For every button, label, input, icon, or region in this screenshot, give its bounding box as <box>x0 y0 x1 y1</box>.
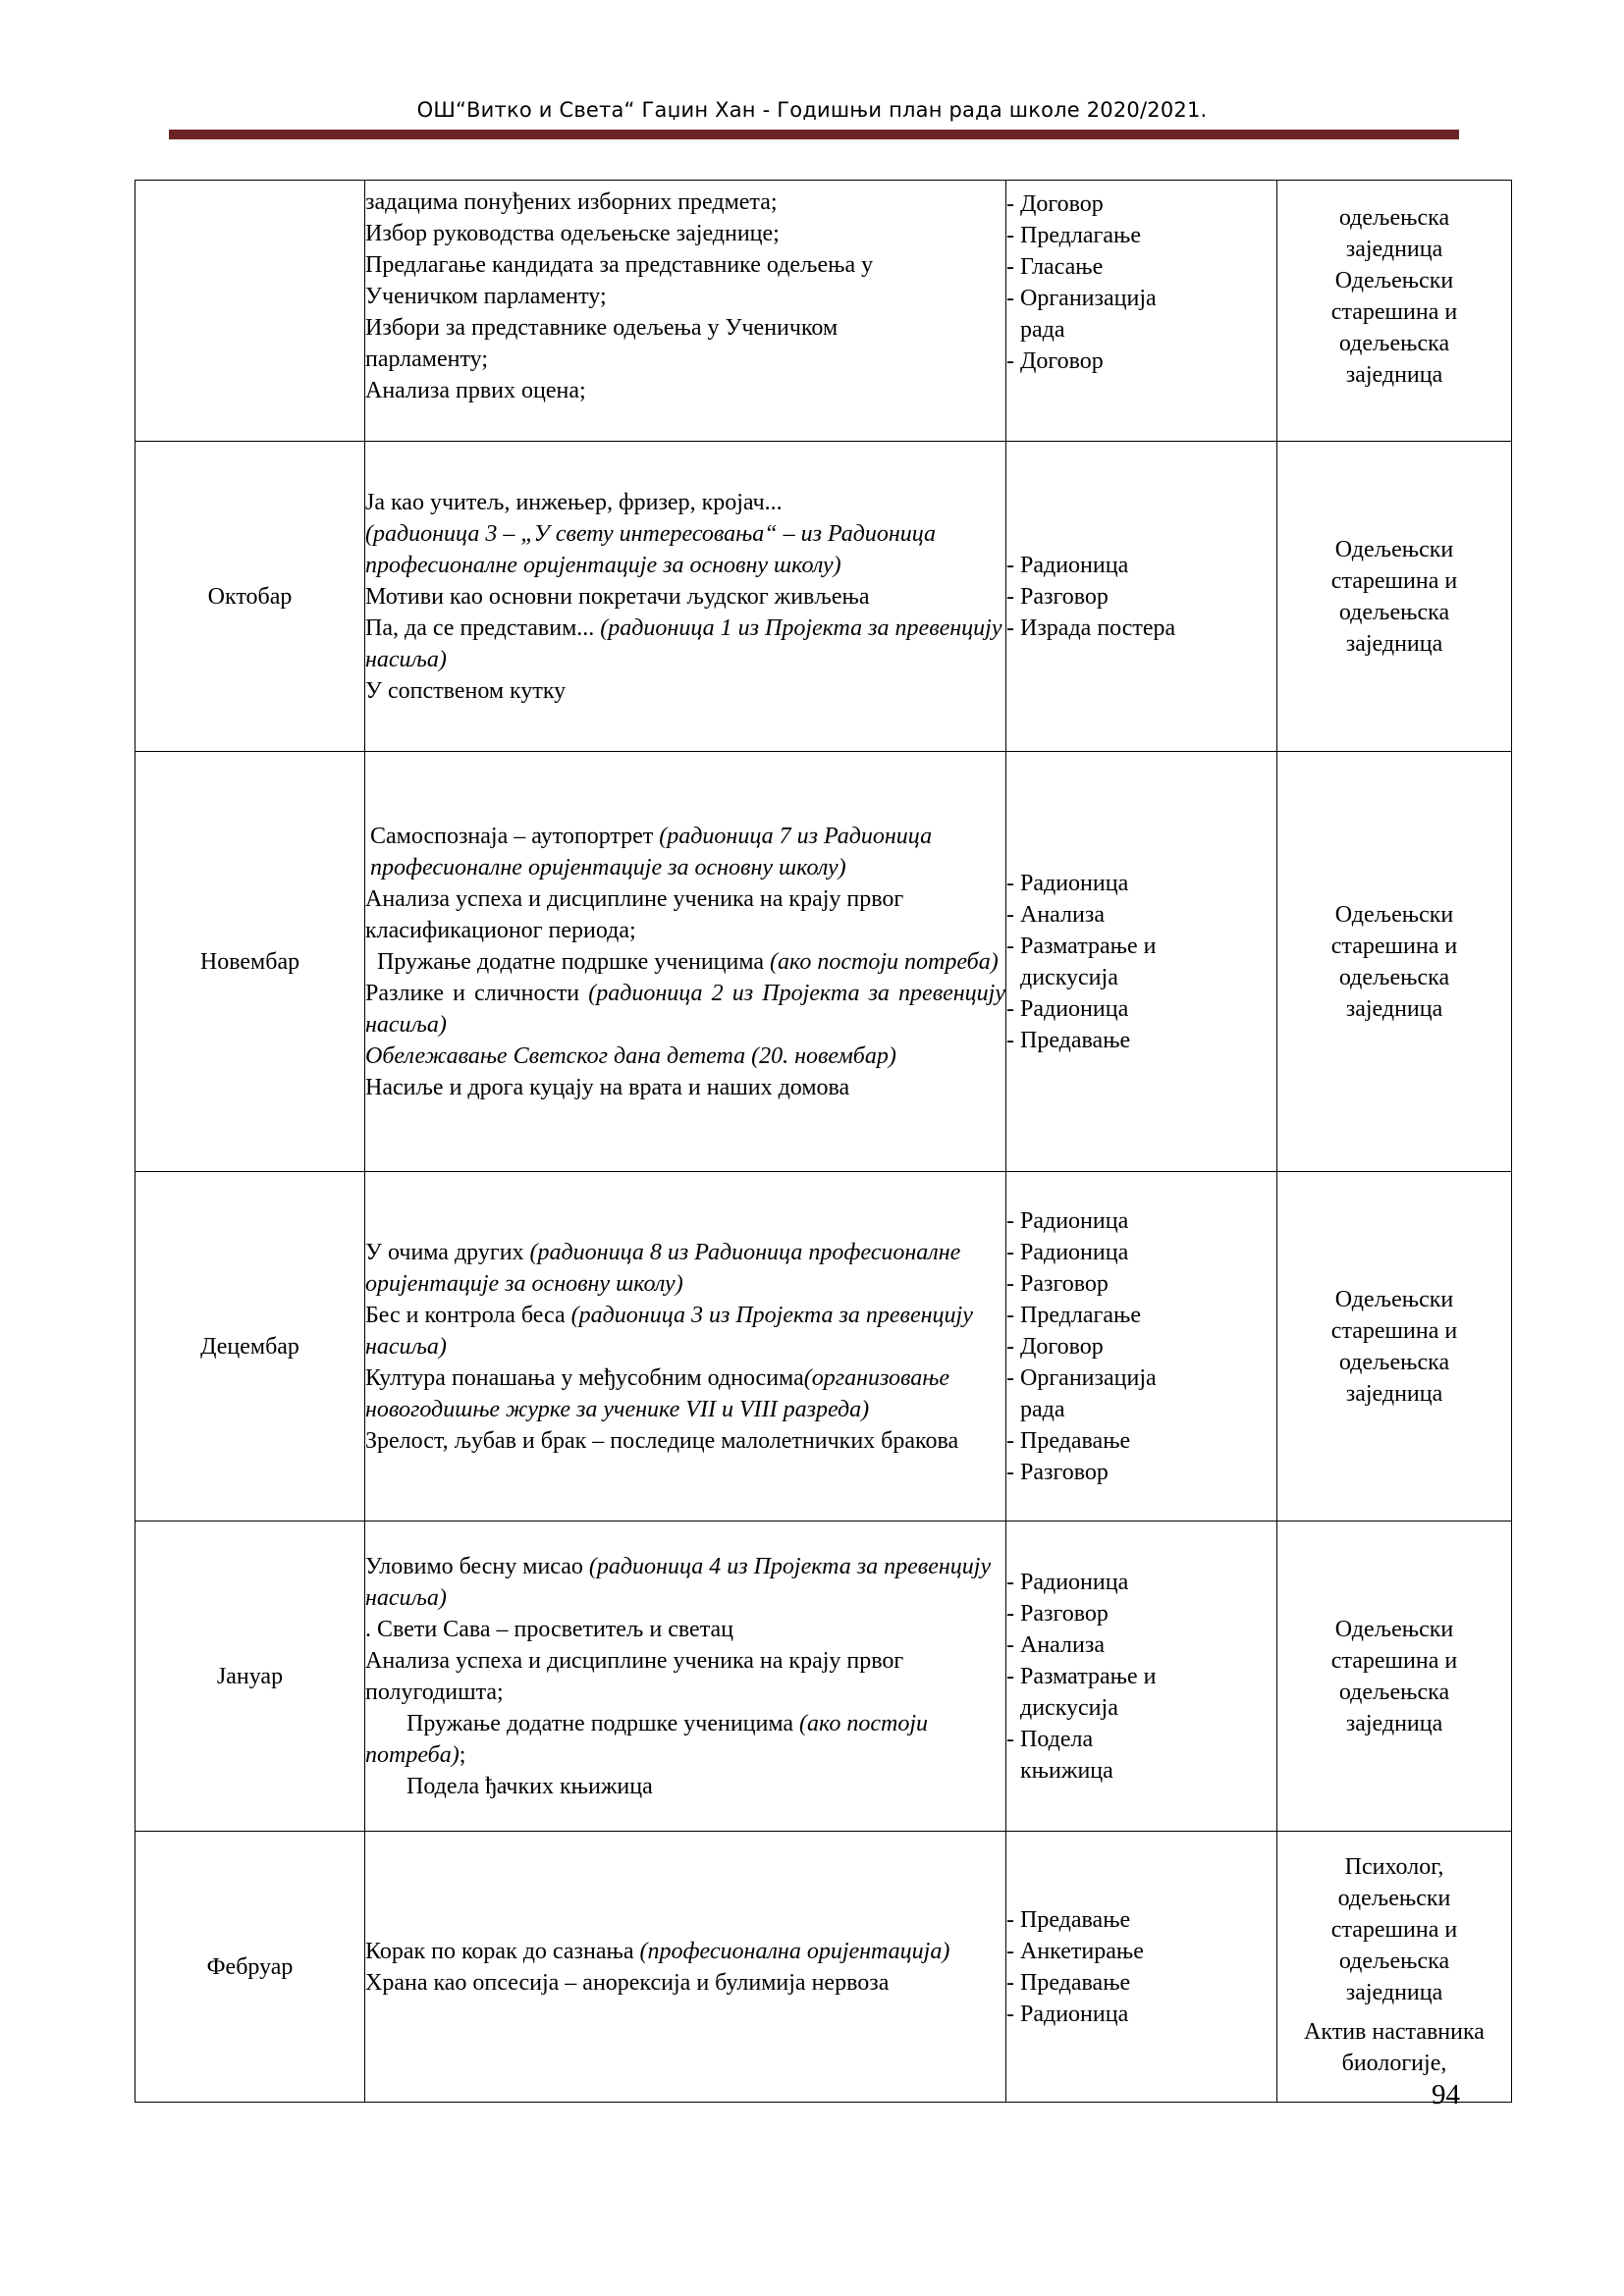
content-line: У сопственом кутку <box>365 677 567 704</box>
responsible-line: старешина и <box>1330 1317 1458 1344</box>
content-line: парламенту; <box>365 347 489 372</box>
method-item: - Анкетирање <box>1006 1938 1144 1964</box>
method-item: - Разговор <box>1006 1270 1109 1297</box>
content-line: Корак по корак до сазнања (професионална оријентација) <box>365 1938 950 1964</box>
content-cell <box>365 1522 1006 1832</box>
responsible-line: заједница <box>1345 995 1443 1022</box>
responsible-line: одељењска <box>1338 599 1450 625</box>
responsible-cell <box>1277 1522 1512 1832</box>
content-line: Пружање додатне подршке ученицима (ако постоји потреба) <box>377 948 999 975</box>
responsible-line: старешина и <box>1330 567 1458 594</box>
method-item: - Анализа <box>1006 1631 1105 1658</box>
method-item: - Радионица <box>1006 995 1129 1022</box>
content-line: Ученичком парламенту; <box>365 284 607 309</box>
content-line: Мотиви као основни покретачи људског живљења <box>365 583 870 610</box>
month-cell: Јануар <box>135 1522 365 1832</box>
content-line: Самоспознаја – аутопортрет (радионица 7 из Радионица професионалне оријентације за основну школу) <box>370 823 933 881</box>
content-line: задацима понуђених изборних предмета; <box>365 189 778 215</box>
methods-cell <box>1006 752 1277 1172</box>
responsible-cell <box>1277 752 1512 1172</box>
method-item: - Радионица <box>1006 1239 1129 1265</box>
method-item: - Радионица <box>1006 2001 1129 2027</box>
content-line: Храна као опсесија – анорексија и булимија нервоза <box>365 1969 890 1996</box>
method-item: - Разговор <box>1006 583 1109 610</box>
method-item: - Разговор <box>1006 1459 1109 1485</box>
content-line: Култура понашања у међусобним односима(организовање новогодишње журке за ученике VII и VIII разреда) <box>365 1364 950 1422</box>
content-line: Зрелост, љубав и брак – последице малолетничких бракова <box>365 1427 959 1454</box>
method-item: - Разматрање и дискусија <box>1006 933 1157 990</box>
method-item: - Организација рада <box>1006 1364 1157 1422</box>
method-item: - Гласање <box>1006 254 1104 280</box>
content-line: Избори за представнике одељења у Ученичком <box>365 315 839 341</box>
responsible-cell <box>1277 181 1512 442</box>
method-item: - Радионица <box>1006 1569 1129 1595</box>
responsible-line: Одељењски <box>1334 268 1454 294</box>
content-line: Избор руководства одељењске заједнице; <box>365 221 780 246</box>
method-item: - Разматрање и дискусија <box>1006 1663 1157 1721</box>
content-line: Анализа успеха и дисциплине ученика на крају првог полугодишта; <box>365 1647 904 1705</box>
responsible-line: Одељењски <box>1334 901 1454 928</box>
responsible-line: старешина и <box>1330 933 1458 959</box>
content-line: Па, да се представим... (радионица 1 из Пројекта за превенцију насиља) <box>365 614 1002 672</box>
method-item: - Анализа <box>1006 901 1105 928</box>
content-cell <box>365 752 1006 1172</box>
method-item: - Предавање <box>1006 1969 1131 1996</box>
content-cell <box>365 442 1006 752</box>
responsible-line: одељењска <box>1338 1349 1450 1375</box>
content-line: Анализа успеха и дисциплине ученика на крају првог класификационог периода; <box>365 885 904 943</box>
responsible-line: одељењска <box>1338 964 1450 990</box>
method-item: - Предлагање <box>1006 223 1142 248</box>
responsible-line: заједница <box>1345 630 1443 657</box>
table-row <box>135 1172 1512 1522</box>
method-item: - Израда постера <box>1006 614 1176 641</box>
method-item: - Предавање <box>1006 1027 1131 1053</box>
content-line: Уловимо бесну мисао (радионица 4 из Пројекта за превенцију насиља) <box>365 1553 992 1611</box>
responsible-cell <box>1277 1832 1512 2103</box>
content-line: Ја као учитељ, инжењер, фризер, кројач... <box>365 489 783 515</box>
table-row <box>135 1522 1512 1832</box>
methods-cell <box>1006 1172 1277 1522</box>
responsible-line: заједница <box>1345 1380 1443 1407</box>
content-line: Обележавање Светског дана детета (20. новембар) <box>365 1042 896 1069</box>
method-item: - Разговор <box>1006 1600 1109 1627</box>
running-header: ОШ“Витко и Света“ Гаџин Хан - Годишњи план рада школе 2020/2021. <box>416 98 1208 122</box>
content-line: (радионица 3 – „У свету интересовања“ – из Радионица професионалне оријентације за основну школу) <box>365 520 937 578</box>
methods-cell <box>1006 181 1277 442</box>
content-cell <box>365 1172 1006 1522</box>
content-line: Анализа првих оцена; <box>365 378 586 403</box>
responsible-line: одељењска <box>1338 1948 1450 1974</box>
responsible-line: биологије, <box>1341 2050 1447 2076</box>
content-line: У очима других (радионица 8 из Радионица професионалне оријентације за основну школу) <box>365 1239 961 1297</box>
table-row <box>135 1832 1512 2103</box>
content-line: Разлике и сличности (радионица 2 из Пројекта за превенцију насиља) <box>365 980 1006 1038</box>
month-cell <box>135 181 365 442</box>
responsible-line: заједница <box>1345 237 1443 262</box>
month-cell: Новембар <box>135 752 365 1172</box>
content-line: Пружање додатне подршке ученицима (ако постоји потреба); <box>365 1710 928 1768</box>
content-line: . Свети Сава – просветитељ и светац <box>365 1616 733 1642</box>
responsible-line: старешина и <box>1330 299 1458 325</box>
responsible-line: одељењски <box>1337 1885 1451 1911</box>
content-line: Подела ђачких књижица <box>406 1773 653 1799</box>
responsible-cell <box>1277 1172 1512 1522</box>
methods-cell <box>1006 1832 1277 2103</box>
month-cell: Децембар <box>135 1172 365 1522</box>
responsible-line: одељењска <box>1338 205 1450 231</box>
responsible-line: заједница <box>1345 362 1443 388</box>
content-line: Предлагање кандидата за представнике одељења у <box>365 252 874 278</box>
page-number: 94 <box>1432 2079 1460 2110</box>
responsible-cell <box>1277 442 1512 752</box>
responsible-line: Одељењски <box>1334 536 1454 562</box>
method-item: - Договор <box>1006 348 1104 374</box>
table-row <box>135 442 1512 752</box>
responsible-line: Актив наставника <box>1304 2018 1485 2045</box>
responsible-line: Психолог, <box>1344 1853 1444 1880</box>
content-line: Бес и контрола беса (радионица 3 из Пројекта за превенцију насиља) <box>365 1302 973 1360</box>
header-rule <box>169 130 1459 139</box>
method-item: - Договор <box>1006 1333 1104 1360</box>
method-item: - Договор <box>1006 191 1104 217</box>
responsible-line: заједница <box>1345 1710 1443 1736</box>
responsible-line: заједница <box>1345 1979 1443 2005</box>
method-item: - Радионица <box>1006 552 1129 578</box>
month-cell: Октобар <box>135 442 365 752</box>
content-cell <box>365 1832 1006 2103</box>
responsible-line: старешина и <box>1330 1916 1458 1943</box>
method-item: - Предавање <box>1006 1427 1131 1454</box>
responsible-line: Одељењски <box>1334 1616 1454 1642</box>
responsible-line: Одељењски <box>1334 1286 1454 1312</box>
method-item: - Подела књижица <box>1006 1726 1113 1784</box>
method-item: - Организација рада <box>1006 286 1157 343</box>
responsible-line: одељењска <box>1338 331 1450 356</box>
table-row <box>135 752 1512 1172</box>
plan-table <box>135 180 1512 2103</box>
table-row <box>135 181 1512 442</box>
responsible-line: старешина и <box>1330 1647 1458 1674</box>
responsible-line: одељењска <box>1338 1679 1450 1705</box>
method-item: - Радионица <box>1006 1207 1129 1234</box>
month-cell: Фебруар <box>135 1832 365 2103</box>
methods-cell <box>1006 1522 1277 1832</box>
method-item: - Предлагање <box>1006 1302 1142 1328</box>
method-item: - Радионица <box>1006 870 1129 896</box>
method-item: - Предавање <box>1006 1906 1131 1933</box>
content-line: Насиље и дрога куцају на врата и наших домова <box>365 1074 850 1100</box>
methods-cell <box>1006 442 1277 752</box>
content-cell <box>365 181 1006 442</box>
